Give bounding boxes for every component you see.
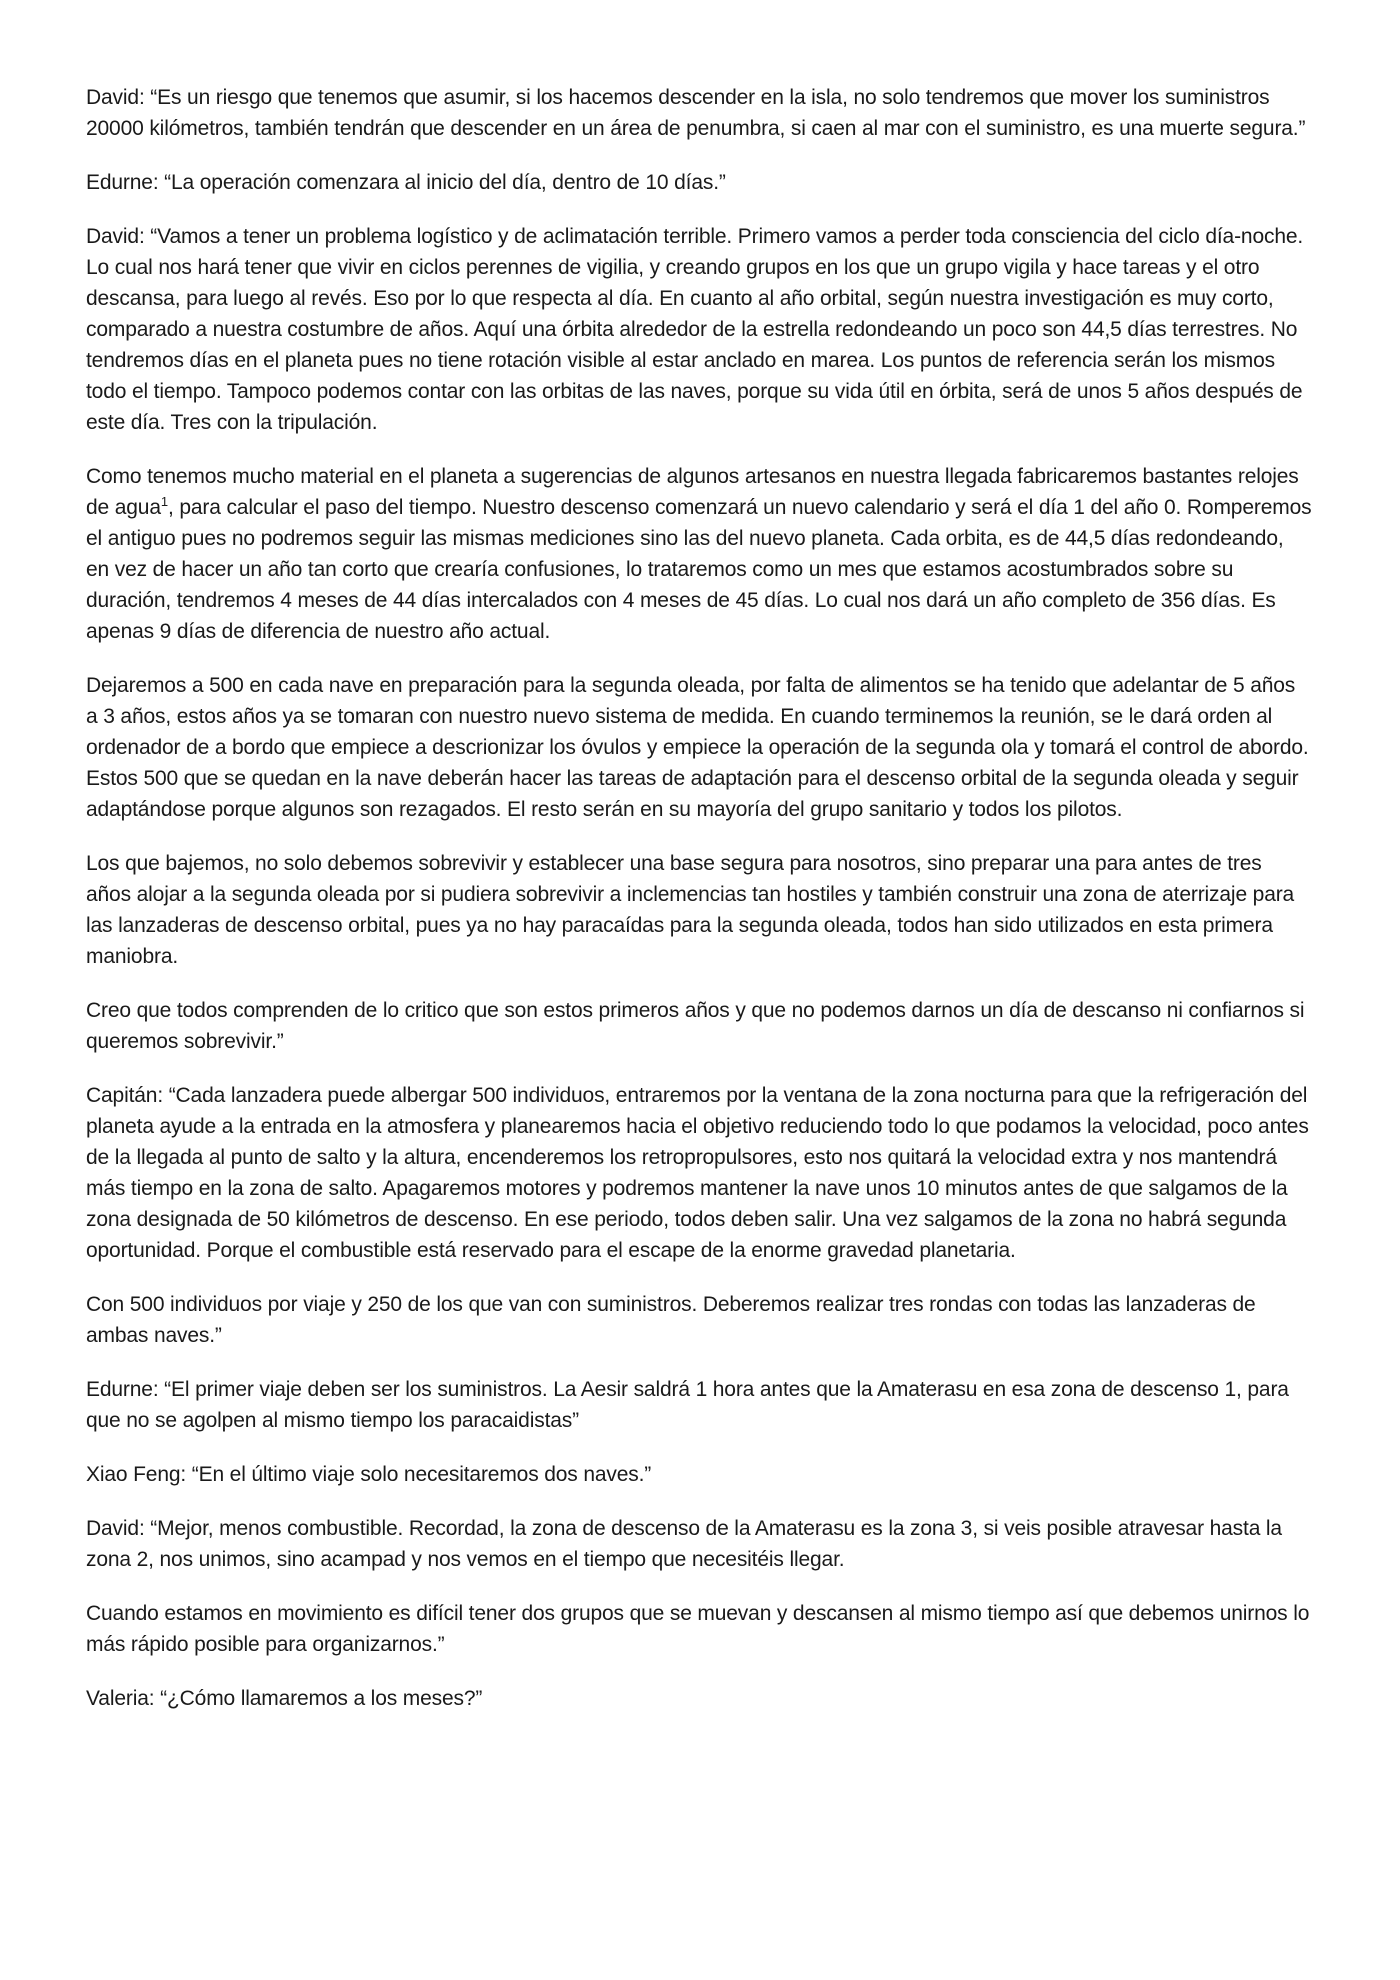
paragraph-david-riesgo (86, 82, 1312, 144)
paragraph-creo-que-todos (86, 995, 1312, 1057)
paragraph-text: Capitán: “Cada lanzadera puede albergar 500 individuos, entraremos por la ventana de la zona nocturna para que la refrigeración del planeta ayude a la entrada en la atmosfera y planearemos hacia el objetivo reduciendo todo lo que podamos la velocidad, poco antes de la llegada al punto de salto y la altura, encenderemos los retropropulsores, esto nos quitará la velocidad extra y nos mantendrá más tiempo en la zona de salto. Apagaremos motores y podremos mantener la nave unos 10 minutos antes de que salgamos de la zona designada de 50 kilómetros de descenso. En ese periodo, todos deben salir. Una vez salgamos de la zona no habrá segunda oportunidad. Porque el combustible está reservado para el escape de la enorme gravedad planetaria. (86, 1084, 1309, 1262)
paragraph-david-logistico (86, 221, 1312, 438)
paragraph-edurne-primer-viaje (86, 1374, 1312, 1436)
paragraph-text: Los que bajemos, no solo debemos sobrevivir y establecer una base segura para nosotros, sino preparar una para antes de tres años alojar a la segunda oleada por si pudiera sobrevivir a inclemencias tan hostiles y también construir una zona de aterrizaje para las lanzaderas de descenso orbital, pues ya no hay paracaídas para la segunda oleada, todos han sido utilizados en esta primera maniobra. (86, 852, 1295, 968)
paragraph-text: Edurne: “La operación comenzara al inicio del día, dentro de 10 días.” (86, 171, 726, 194)
paragraph-relojes-agua (86, 461, 1312, 647)
paragraph-con-500-individuos (86, 1289, 1312, 1351)
paragraph-text: Como tenemos mucho material en el planeta a sugerencias de algunos artesanos en nuestra llegada fabricaremos bastantes relojes de agua (86, 465, 1299, 519)
paragraph-text: Dejaremos a 500 en cada nave en preparación para la segunda oleada, por falta de alimentos se ha tenido que adelantar de 5 años a 3 años, estos años ya se tomaran con nuestro nuevo sistema de medida. En cuando terminemos la reunión, se le dará orden al ordenador de a bordo que empiece a descrionizar los óvulos y empiece la operación de la segunda ola y tomará el control de abordo. Estos 500 que se quedan en la nave deberán hacer las tareas de adaptación para el descenso orbital de la segunda oleada y seguir adaptándose porque algunos son rezagados. El resto serán en su mayoría del grupo sanitario y todos los pilotos. (86, 674, 1309, 821)
paragraph-text: Xiao Feng: “En el último viaje solo necesitaremos dos naves.” (86, 1463, 652, 1486)
paragraph-xiao-feng (86, 1459, 1312, 1490)
paragraph-text: David: “Es un riesgo que tenemos que asumir, si los hacemos descender en la isla, no solo tendremos que mover los suministros 20000 kilómetros, también tendrán que descender en un área de penumbra, si caen al mar con el suministro, es una muerte segura.” (86, 86, 1306, 140)
paragraph-text: David: “Vamos a tener un problema logístico y de aclimatación terrible. Primero vamos a perder toda consciencia del ciclo día-noche. Lo cual nos hará tener que vivir en ciclos perennes de vigilia, y creando grupos en los que un grupo vigila y hace tareas y el otro descansa, para luego al revés. Eso por lo que respecta al día. En cuanto al año orbital, según nuestra investigación es muy corto, comparado a nuestra costumbre de años. Aquí una órbita alrededor de la estrella redondeando un poco son 44,5 días terrestres. No tendremos días en el planeta pues no tiene rotación visible al estar anclado en marea. Los puntos de referencia serán los mismos todo el tiempo. Tampoco podemos contar con las orbitas de las naves, porque su vida útil en órbita, será de unos 5 años después de este día. Tres con la tripulación. (86, 225, 1304, 434)
paragraph-cuando-estamos (86, 1598, 1312, 1660)
paragraph-segunda-oleada (86, 670, 1312, 825)
paragraph-text-continued: , para calcular el paso del tiempo. Nuestro descenso comenzará un nuevo calendario y será el día 1 del año 0. Romperemos el antiguo pues no podremos seguir las mismas mediciones sino las del nuevo planeta. Cada orbita, es de 44,5 días redondeando, en vez de hacer un año tan corto que crearía confusiones, lo trataremos como un mes que estamos acostumbrados sobre su duración, tendremos 4 meses de 44 días intercalados con 4 meses de 45 días. Lo cual nos dará un año completo de 356 días. Es apenas 9 días de diferencia de nuestro año actual. (86, 496, 1312, 643)
paragraph-edurne-operacion (86, 167, 1312, 198)
paragraph-david-mejor (86, 1513, 1312, 1575)
paragraph-text: Creo que todos comprenden de lo critico que son estos primeros años y que no podemos darnos un día de descanso ni confiarnos si queremos sobrevivir.” (86, 999, 1305, 1053)
paragraph-valeria-meses (86, 1683, 1312, 1714)
paragraph-capitan-lanzadera (86, 1080, 1312, 1266)
paragraph-text: Valeria: “¿Cómo llamaremos a los meses?” (86, 1687, 483, 1710)
footnote-marker: 1 (160, 494, 168, 509)
paragraph-text: David: “Mejor, menos combustible. Recordad, la zona de descenso de la Amaterasu es la zona 3, si veis posible atravesar hasta la zona 2, nos unimos, sino acampad y nos vemos en el tiempo que necesitéis llegar. (86, 1517, 1282, 1571)
paragraph-text: Con 500 individuos por viaje y 250 de los que van con suministros. Deberemos realizar tres rondas con todas las lanzaderas de ambas naves.” (86, 1293, 1256, 1347)
paragraph-los-que-bajemos (86, 848, 1312, 972)
paragraph-text: Cuando estamos en movimiento es difícil tener dos grupos que se muevan y descansen al mismo tiempo así que debemos unirnos lo más rápido posible para organizarnos.” (86, 1602, 1310, 1656)
paragraph-text: Edurne: “El primer viaje deben ser los suministros. La Aesir saldrá 1 hora antes que la Amaterasu en esa zona de descenso 1, para que no se agolpen al mismo tiempo los paracaidistas” (86, 1378, 1289, 1432)
